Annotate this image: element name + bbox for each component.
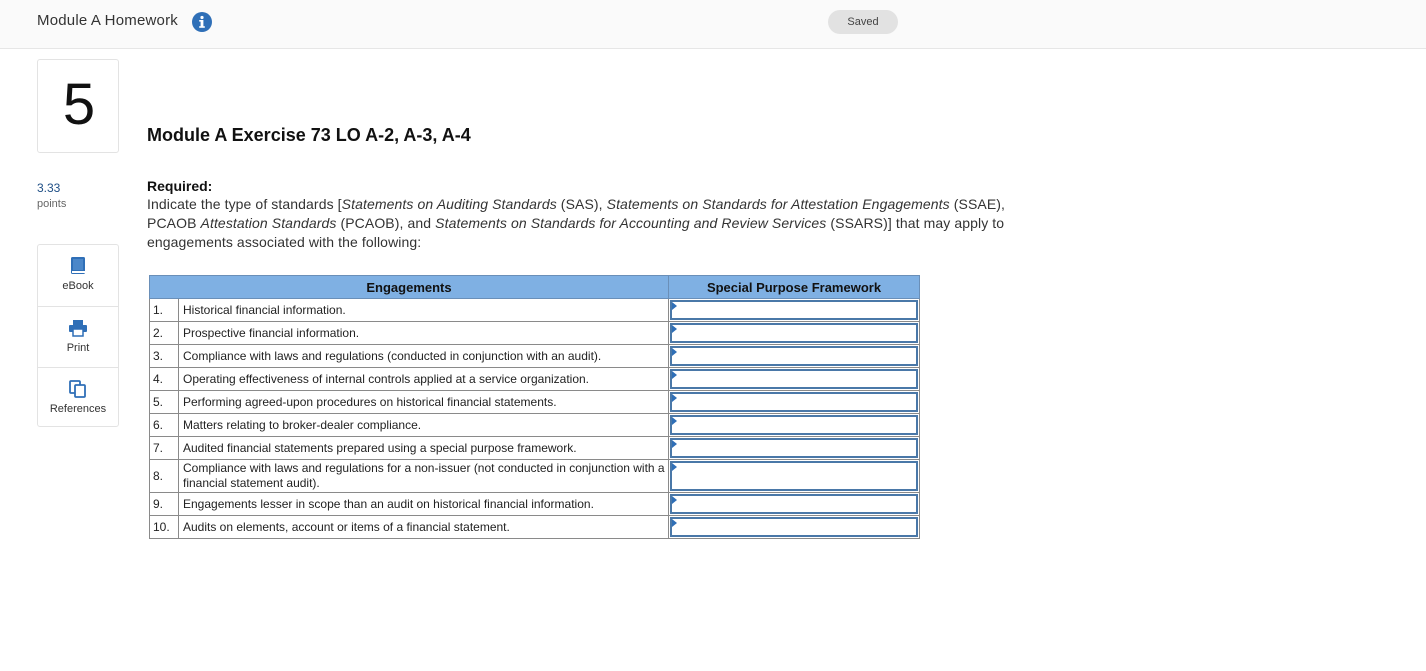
engagement-text: Compliance with laws and regulations (conducted in conjunction with an audit). — [179, 345, 669, 368]
engagement-text: Performing agreed-upon procedures on historical financial statements. — [179, 391, 669, 414]
references-button[interactable] — [38, 367, 118, 428]
answer-cell — [669, 322, 920, 345]
answer-cell — [669, 368, 920, 391]
ebook-label: eBook — [62, 280, 94, 292]
row-number: 4. — [150, 368, 179, 391]
dropdown-marker-icon — [672, 417, 677, 425]
engagement-text: Prospective financial information. — [179, 322, 669, 345]
dropdown-marker-icon — [672, 440, 677, 448]
saved-status-badge: Saved — [828, 10, 898, 34]
printer-icon — [68, 318, 88, 338]
engagements-header: Engagements — [150, 276, 669, 299]
exercise-title: Module A Exercise 73 LO A-2, A-3, A-4 — [147, 125, 471, 145]
instructions-text: Indicate the type of standards [Statements on Auditing Standards (SAS), Statements on Standards for Attestation Engagements (SSAE), PCAOB Attestation Standards (PCAOB), and Statements on Standards for Accounting and Review Services (SSARS)] that may apply to engagements associated with the following: — [147, 196, 1006, 250]
engagement-text: Engagements lesser in scope than an audit on historical financial information. — [179, 493, 669, 516]
references-label: References — [49, 403, 107, 415]
question-number: 5 — [62, 72, 96, 137]
row-number: 5. — [150, 391, 179, 414]
answer-cell — [669, 299, 920, 322]
answer-cell — [669, 516, 920, 539]
book-icon — [68, 256, 88, 276]
row-number: 2. — [150, 322, 179, 345]
row-number: 3. — [150, 345, 179, 368]
engagements-table — [149, 275, 920, 539]
engagement-text: Audited financial statements prepared using a special purpose framework. — [179, 437, 669, 460]
answer-dropdown[interactable] — [670, 323, 918, 343]
table-row — [150, 437, 920, 460]
answer-dropdown[interactable] — [670, 369, 918, 389]
required-label: Required: — [147, 178, 213, 194]
answer-dropdown[interactable] — [670, 346, 918, 366]
engagement-text: Audits on elements, account or items of a financial statement. — [179, 516, 669, 539]
answer-cell — [669, 391, 920, 414]
dropdown-marker-icon — [672, 348, 677, 356]
question-number-box — [37, 59, 119, 153]
tools-panel — [37, 244, 119, 427]
answer-dropdown[interactable] — [670, 517, 918, 537]
answer-cell — [669, 460, 920, 493]
special-purpose-framework-header: Special Purpose Framework — [669, 276, 920, 299]
points-value: 3.33 — [37, 181, 61, 195]
assignment-title: Module A Homework — [37, 12, 178, 29]
dropdown-marker-icon — [672, 463, 677, 471]
answer-cell — [669, 345, 920, 368]
table-row — [150, 414, 920, 437]
table-row — [150, 322, 920, 345]
table-row — [150, 299, 920, 322]
row-number: 9. — [150, 493, 179, 516]
row-number: 8. — [150, 460, 179, 493]
answer-cell — [669, 437, 920, 460]
answer-dropdown[interactable] — [670, 415, 918, 435]
table-row — [150, 345, 920, 368]
answer-cell — [669, 493, 920, 516]
dropdown-marker-icon — [672, 519, 677, 527]
answer-cell — [669, 414, 920, 437]
points-label: points — [37, 198, 67, 210]
info-icon[interactable] — [192, 12, 212, 32]
answer-dropdown[interactable] — [670, 392, 918, 412]
engagement-text: Matters relating to broker-dealer compliance. — [179, 414, 669, 437]
print-button[interactable] — [38, 306, 118, 367]
dropdown-marker-icon — [672, 394, 677, 402]
copy-icon — [68, 379, 88, 399]
row-number: 7. — [150, 437, 179, 460]
engagement-text: Operating effectiveness of internal controls applied at a service organization. — [179, 368, 669, 391]
engagement-text: Compliance with laws and regulations for a non-issuer (not conducted in conjunction with a financial statement audit). — [179, 460, 669, 493]
table-row — [150, 368, 920, 391]
top-bar — [0, 0, 1426, 49]
table-row — [150, 391, 920, 414]
dropdown-marker-icon — [672, 302, 677, 310]
table-row — [150, 460, 920, 493]
answer-dropdown[interactable] — [670, 494, 918, 514]
table-row — [150, 516, 920, 539]
print-label: Print — [66, 342, 90, 354]
row-number: 1. — [150, 299, 179, 322]
row-number: 6. — [150, 414, 179, 437]
dropdown-marker-icon — [672, 325, 677, 333]
ebook-button[interactable] — [38, 245, 118, 306]
dropdown-marker-icon — [672, 496, 677, 504]
engagement-text: Historical financial information. — [179, 299, 669, 322]
answer-dropdown[interactable] — [670, 461, 918, 491]
table-row — [150, 493, 920, 516]
row-number: 10. — [150, 516, 179, 539]
answer-dropdown[interactable] — [670, 300, 918, 320]
dropdown-marker-icon — [672, 371, 677, 379]
answer-dropdown[interactable] — [670, 438, 918, 458]
